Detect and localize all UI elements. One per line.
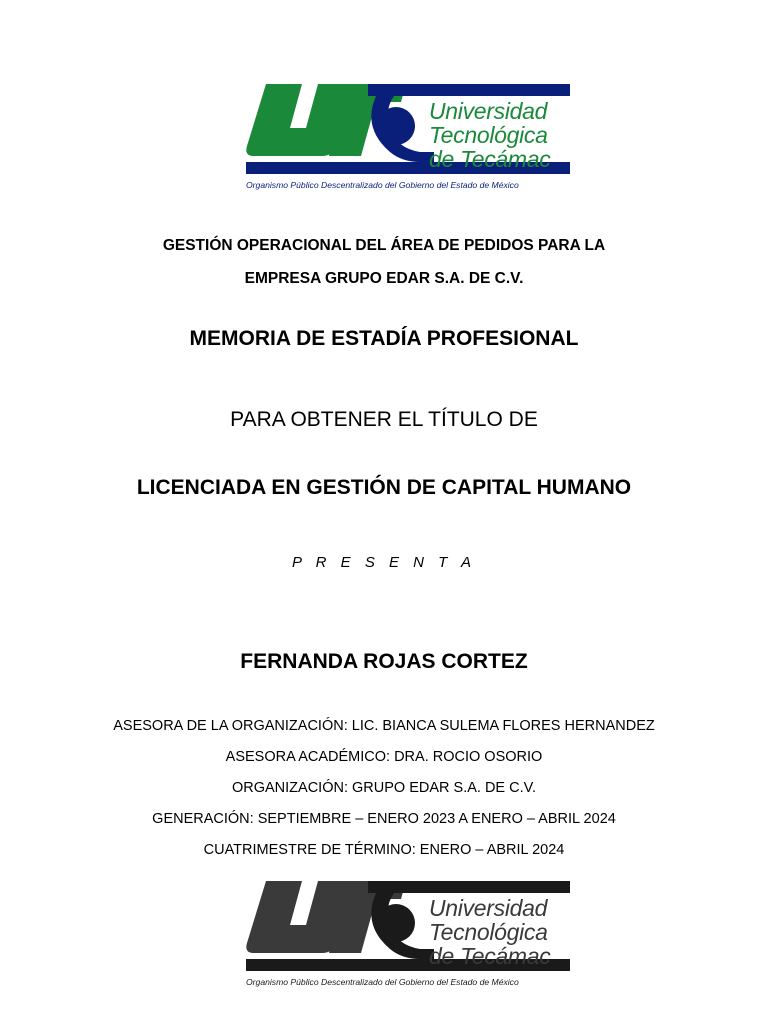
detail-line: ASESORA DE LA ORGANIZACIÓN: LIC. BIANCA SULEMA FLORES HERNANDEZ bbox=[113, 718, 655, 734]
logo-name-line3: de Tecámac bbox=[429, 146, 551, 172]
detail-line: ORGANIZACIÓN: GRUPO EDAR S.A. DE C.V. bbox=[231, 780, 537, 796]
logo-name-line1: Universidad bbox=[429, 98, 548, 124]
purpose-text: PARA OBTENER EL TÍTULO DE bbox=[230, 408, 538, 431]
degree-title: LICENCIADA EN GESTIÓN DE CAPITAL HUMANO bbox=[136, 476, 632, 499]
logo-name-line1: Universidad bbox=[429, 895, 548, 921]
university-logo-bottom bbox=[244, 879, 572, 991]
logo-name-line2: Tecnológica bbox=[429, 919, 548, 945]
detail-line: GENERACIÓN: SEPTIEMBRE – ENERO 2023 A ENERO – ABRIL 2024 bbox=[152, 811, 616, 827]
logo-tagline: Organismo Público Descentralizado del Gobierno del Estado de México bbox=[246, 977, 519, 987]
thesis-title-line2: EMPRESA GRUPO EDAR S.A. DE C.V. bbox=[244, 270, 524, 287]
thesis-title-line1: GESTIÓN OPERACIONAL DEL ÁREA DE PEDIDOS PARA LA bbox=[162, 237, 606, 254]
logo-name-line3: de Tecámac bbox=[429, 943, 551, 969]
logo-name-line2: Tecnológica bbox=[429, 122, 548, 148]
detail-line: CUATRIMESTRE DE TÉRMINO: ENERO – ABRIL 2024 bbox=[203, 842, 565, 858]
logo-tagline: Organismo Público Descentralizado del Gobierno del Estado de México bbox=[246, 180, 519, 190]
presents-label: P R E S E N T A bbox=[292, 554, 476, 571]
author-name: FERNANDA ROJAS CORTEZ bbox=[240, 650, 528, 673]
detail-line: ASESORA ACADÉMICO: DRA. ROCIO OSORIO bbox=[225, 749, 543, 765]
document-type: MEMORIA DE ESTADÍA PROFESIONAL bbox=[189, 327, 579, 350]
university-logo-top bbox=[244, 82, 572, 194]
